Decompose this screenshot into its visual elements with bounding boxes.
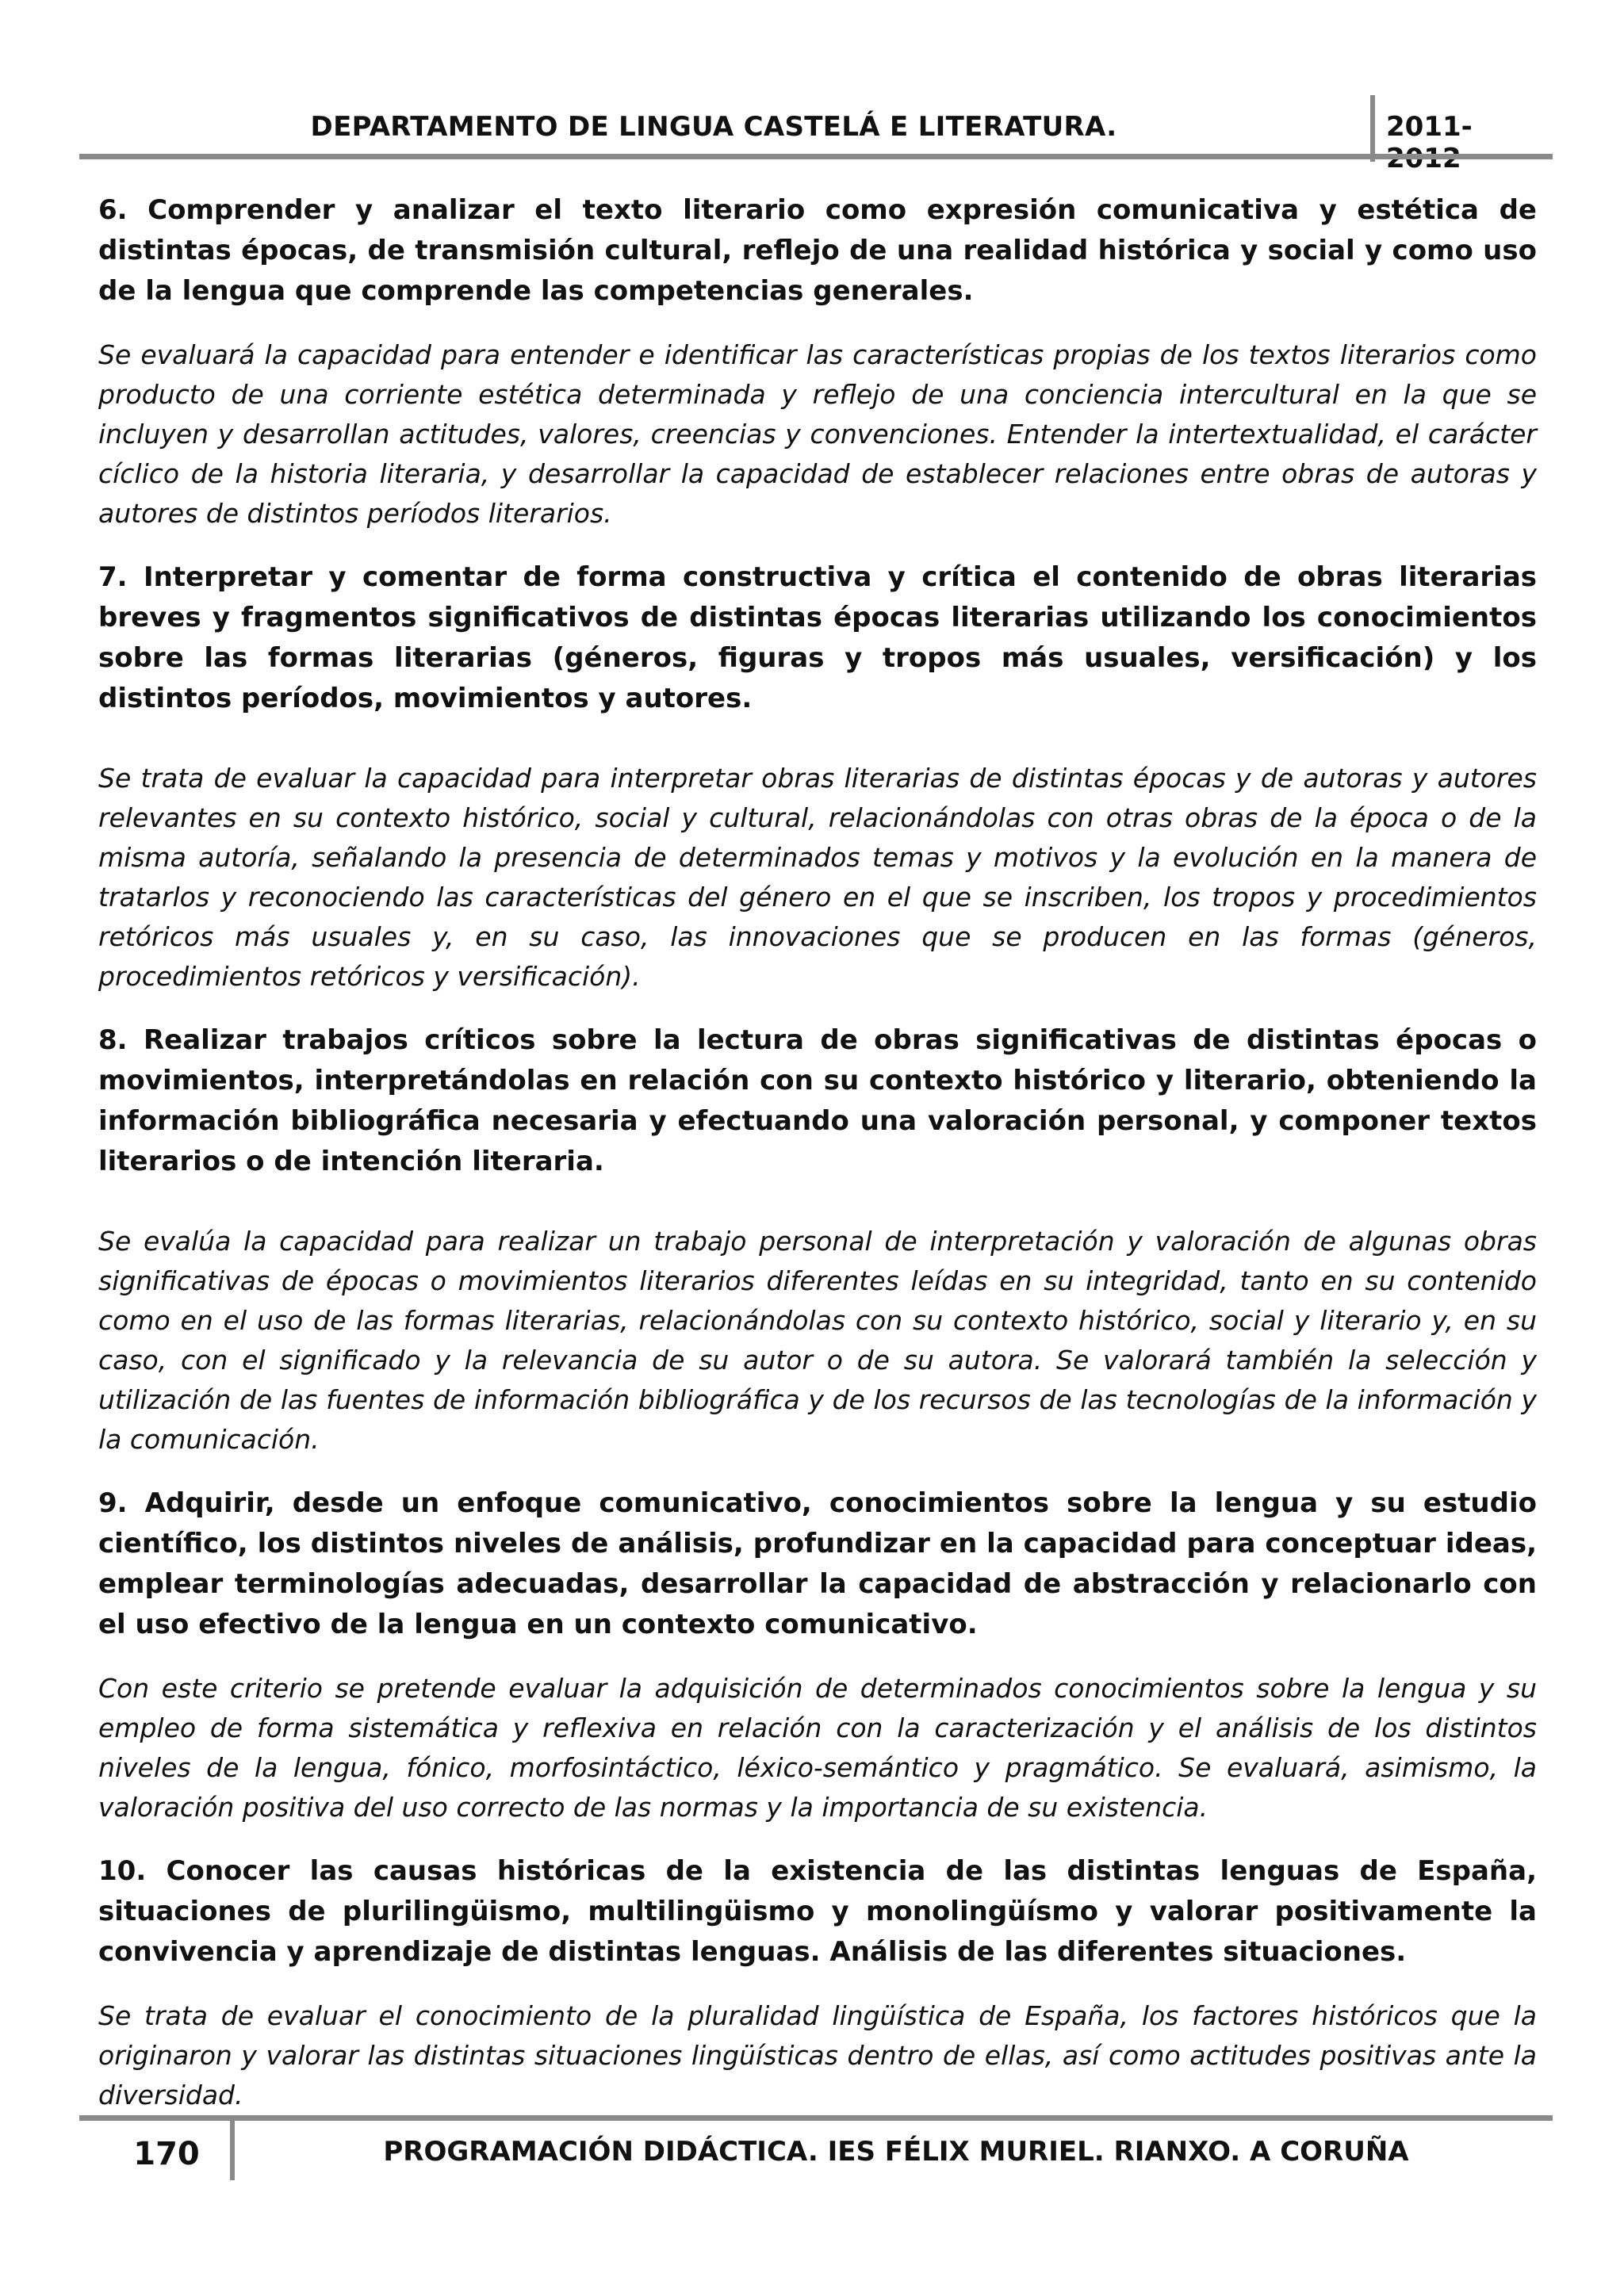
criterion-9-description: Con este criterio se pretende evaluar la adquisición de determinados conocimientos sobre la lengua y su empleo de forma sistemática y reflexiva en relación con la caracterización y el análisis de los distintos niveles de la lengua, fónico, morfosintáctico, léxico-semántico y pragmático. Se evaluará, asimismo, la valoración positiva del uso correcto de las normas y la importancia de su existencia. bbox=[98, 1673, 1537, 1823]
criterion-6-description: Se evaluará la capacidad para entender e identificar las características propias de los textos literarios como producto de una corriente estética determinada y reflejo de una conciencia intercultural en la que se incluyen y desarrollan actitudes, valores, creencias y convenciones. Entender la intertextualidad, el carácter cíclico de la historia literaria, y desarrollar la capacidad de establecer relaciones entre obras de autoras y autores de distintos períodos literarios. bbox=[98, 339, 1537, 529]
criterion-8-description: Se evalúa la capacidad para realizar un trabajo personal de interpretación y valoración de algunas obras significativas de épocas o movimientos literarios diferentes leídas en su integridad, tanto en su contenido como en el uso de las formas literarias, relacionándolas con su contexto histórico, social y literario y, en su caso, con el significado y la relevancia de su autor o de su autora. Se valorará también la selección y utilización de las fuentes de información bibliográfica y de los recursos de las tecnologías de la información y la comunicación. bbox=[98, 1226, 1537, 1455]
criterion-10-title: 10. Conocer las causas históricas de la existencia de las distintas lenguas de España, situaciones de plurilingüismo, multilingüismo y monolingüísmo y valorar positivamente la convivencia y aprendizaje de distintas lenguas. Análisis de las diferentes situaciones. bbox=[98, 1855, 1537, 1968]
footer-divider bbox=[230, 2115, 235, 2180]
criterion-9-title: 9. Adquirir, desde un enfoque comunicativo, conocimientos sobre la lengua y su estudio científico, los distintos niveles de análisis, profundizar en la capacidad para conceptuar ideas, emplear terminologías adecuadas, desarrollar la capacidad de abstracción y relacionarlo con el uso efectivo de la lengua en un contexto comunicativo. bbox=[98, 1487, 1537, 1640]
header-department: DEPARTAMENTO DE LINGUA CASTELÁ E LITERATURA. bbox=[310, 111, 1117, 143]
header-divider bbox=[1370, 95, 1375, 162]
criterion-10-description: Se trata de evaluar el conocimiento de la pluralidad lingüística de España, los factores históricos que la originaron y valorar las distintas situaciones lingüísticas dentro de ellas, así como actitudes positivas ante la diversidad. bbox=[98, 2000, 1537, 2110]
criterion-6-title: 6. Comprender y analizar el texto literario como expresión comunicativa y estética de distintas épocas, de transmisión cultural, reflejo de una realidad histórica y social y como uso de la lengua que comprende las competencias generales. bbox=[98, 194, 1537, 307]
footer-text: PROGRAMACIÓN DIDÁCTICA. IES FÉLIX MURIEL. RIANXO. A CORUÑA bbox=[383, 2136, 1409, 2168]
page-number: 170 bbox=[133, 2136, 200, 2172]
header-rule bbox=[79, 154, 1553, 159]
header-year: 2011- bbox=[1386, 111, 1473, 143]
criterion-7-description: Se trata de evaluar la capacidad para interpretar obras literarias de distintas épocas y de autoras y autores relevantes en su contexto histórico, social y cultural, relacionándolas con otras obras de la época o de la misma autoría, señalando la presencia de determinados temas y motivos y la evolución en la manera de tratarlos y reconociendo las características del género en el que se inscriben, los tropos y procedimientos retóricos más usuales y, en su caso, las innovaciones que se producen en las formas (géneros, procedimientos retóricos y versificación). bbox=[98, 763, 1537, 992]
criterion-8-title: 8. Realizar trabajos críticos sobre la lectura de obras significativas de distintas épocas o movimientos, interpretándolas en relación con su contexto histórico y literario, obteniendo la información bibliográfica necesaria y efectuando una valoración personal, y componer textos literarios o de intención literaria. bbox=[98, 1024, 1537, 1177]
footer-rule bbox=[79, 2115, 1553, 2121]
criterion-7-title: 7. Interpretar y comentar de forma constructiva y crítica el contenido de obras literarias breves y fragmentos significativos de distintas épocas literarias utilizando los conocimientos sobre las formas literarias (géneros, figuras y tropos más usuales, versificación) y los distintos períodos, movimientos y autores. bbox=[98, 561, 1537, 714]
page-content bbox=[98, 190, 1537, 2115]
